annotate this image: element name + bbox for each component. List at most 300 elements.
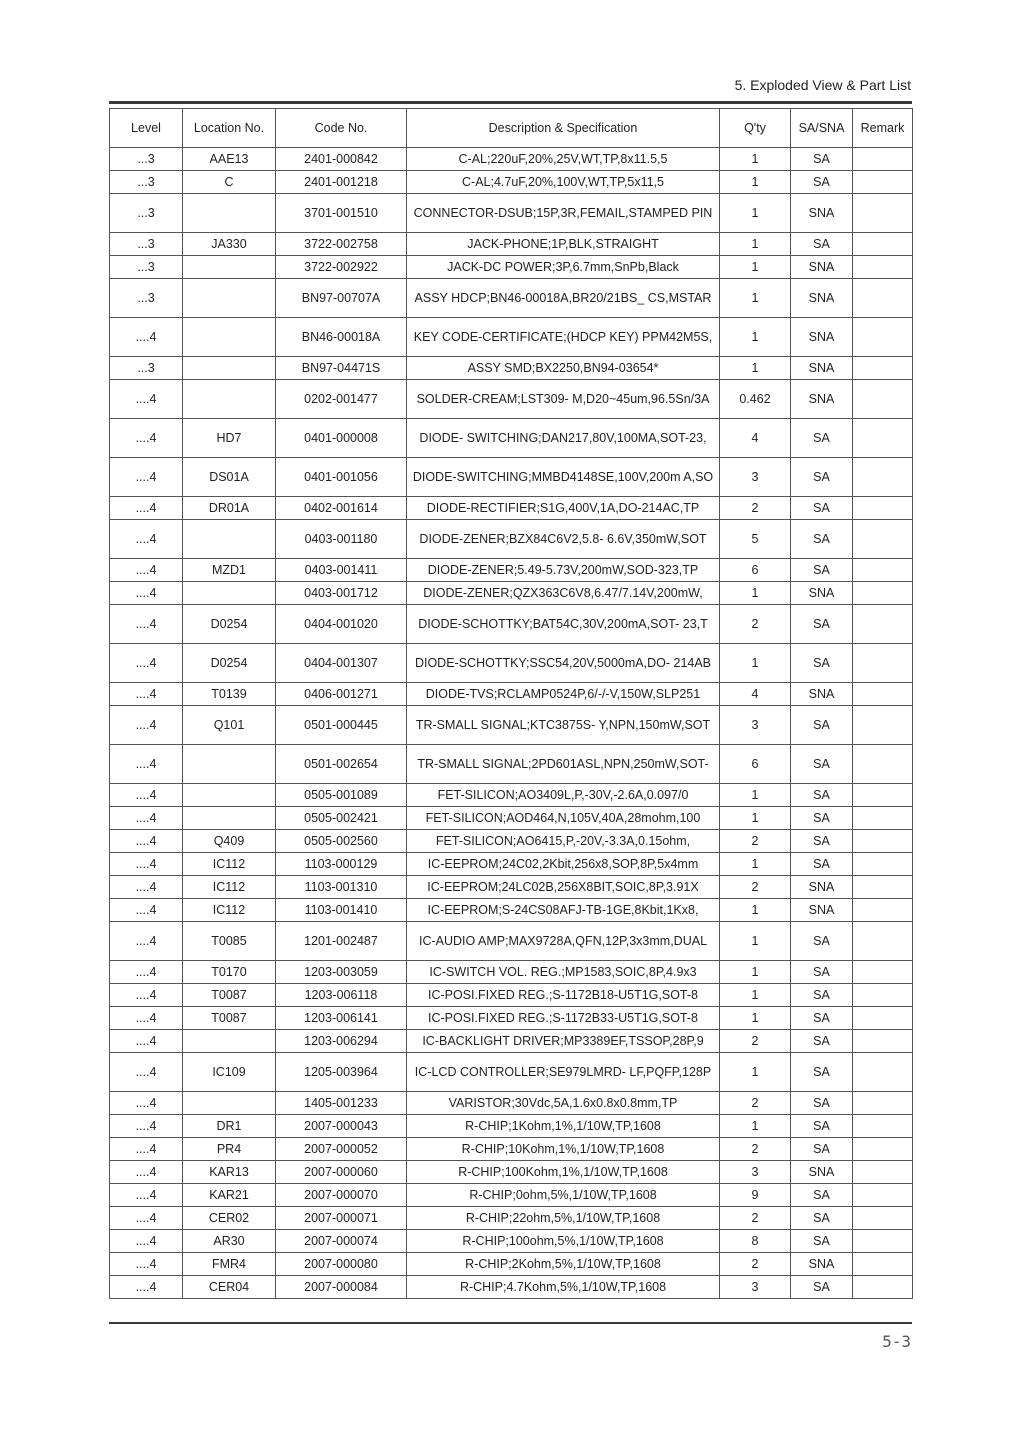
cell-qty: 2 bbox=[720, 605, 791, 644]
cell-code-no: 2007-000084 bbox=[276, 1276, 407, 1299]
cell-level: ....4 bbox=[110, 458, 183, 497]
cell-remark bbox=[853, 380, 913, 419]
cell-sa-sna: SNA bbox=[791, 876, 853, 899]
cell-description: SOLDER-CREAM;LST309- M,D20~45um,96.5Sn/3A bbox=[407, 380, 720, 419]
cell-code-no: 2401-000842 bbox=[276, 148, 407, 171]
cell-qty: 1 bbox=[720, 171, 791, 194]
cell-level: ....4 bbox=[110, 853, 183, 876]
cell-description: DIODE-TVS;RCLAMP0524P,6/-/-V,150W,SLP251 bbox=[407, 683, 720, 706]
cell-qty: 1 bbox=[720, 256, 791, 279]
table-row bbox=[110, 582, 913, 605]
cell-level: ....4 bbox=[110, 582, 183, 605]
cell-qty: 1 bbox=[720, 233, 791, 256]
cell-location-no: AR30 bbox=[183, 1230, 276, 1253]
cell-remark bbox=[853, 1253, 913, 1276]
cell-level: ....4 bbox=[110, 1184, 183, 1207]
cell-level: ....4 bbox=[110, 922, 183, 961]
cell-location-no bbox=[183, 357, 276, 380]
table-row bbox=[110, 279, 913, 318]
cell-remark bbox=[853, 497, 913, 520]
table-row bbox=[110, 1030, 913, 1053]
table-row bbox=[110, 1115, 913, 1138]
part-list-container bbox=[109, 108, 912, 1299]
cell-code-no: 1103-000129 bbox=[276, 853, 407, 876]
column-header-sa-sna: SA/SNA bbox=[791, 109, 853, 148]
cell-location-no: KAR13 bbox=[183, 1161, 276, 1184]
cell-level: ....4 bbox=[110, 807, 183, 830]
cell-sa-sna: SA bbox=[791, 1092, 853, 1115]
cell-location-no: T0170 bbox=[183, 961, 276, 984]
cell-qty: 8 bbox=[720, 1230, 791, 1253]
cell-code-no: BN97-04471S bbox=[276, 357, 407, 380]
cell-qty: 1 bbox=[720, 784, 791, 807]
table-row bbox=[110, 520, 913, 559]
cell-remark bbox=[853, 745, 913, 784]
table-row bbox=[110, 784, 913, 807]
cell-sa-sna: SNA bbox=[791, 256, 853, 279]
cell-location-no bbox=[183, 807, 276, 830]
cell-location-no bbox=[183, 256, 276, 279]
cell-description: IC-LCD CONTROLLER;SE979LMRD- LF,PQFP,128P bbox=[407, 1053, 720, 1092]
cell-location-no bbox=[183, 582, 276, 605]
cell-location-no: IC112 bbox=[183, 899, 276, 922]
cell-sa-sna: SNA bbox=[791, 357, 853, 380]
cell-description: KEY CODE-CERTIFICATE;(HDCP KEY) PPM42M5S, bbox=[407, 318, 720, 357]
cell-location-no: IC112 bbox=[183, 853, 276, 876]
table-row bbox=[110, 233, 913, 256]
cell-level: ....4 bbox=[110, 1092, 183, 1115]
cell-remark bbox=[853, 1184, 913, 1207]
column-header-qty: Q'ty bbox=[720, 109, 791, 148]
table-row bbox=[110, 1276, 913, 1299]
column-header-remark: Remark bbox=[853, 109, 913, 148]
cell-sa-sna: SA bbox=[791, 1230, 853, 1253]
cell-level: ....4 bbox=[110, 605, 183, 644]
cell-description: DIODE-RECTIFIER;S1G,400V,1A,DO-214AC,TP bbox=[407, 497, 720, 520]
cell-location-no: T0087 bbox=[183, 1007, 276, 1030]
bottom-divider bbox=[109, 1322, 912, 1324]
cell-code-no: 0406-001271 bbox=[276, 683, 407, 706]
cell-remark bbox=[853, 899, 913, 922]
table-row bbox=[110, 497, 913, 520]
cell-code-no: BN46-00018A bbox=[276, 318, 407, 357]
cell-remark bbox=[853, 318, 913, 357]
cell-location-no: HD7 bbox=[183, 419, 276, 458]
cell-sa-sna: SNA bbox=[791, 1161, 853, 1184]
cell-code-no: 0403-001411 bbox=[276, 559, 407, 582]
cell-level: ....4 bbox=[110, 1253, 183, 1276]
cell-location-no: CER04 bbox=[183, 1276, 276, 1299]
column-header-level: Level bbox=[110, 109, 183, 148]
cell-remark bbox=[853, 458, 913, 497]
table-row bbox=[110, 961, 913, 984]
table-row bbox=[110, 148, 913, 171]
cell-remark bbox=[853, 853, 913, 876]
cell-qty: 1 bbox=[720, 357, 791, 380]
cell-qty: 4 bbox=[720, 419, 791, 458]
cell-location-no: D0254 bbox=[183, 644, 276, 683]
cell-qty: 4 bbox=[720, 683, 791, 706]
cell-description: CONNECTOR-DSUB;15P,3R,FEMAIL,STAMPED PIN bbox=[407, 194, 720, 233]
cell-description: IC-POSI.FIXED REG.;S-1172B18-U5T1G,SOT-8 bbox=[407, 984, 720, 1007]
cell-remark bbox=[853, 683, 913, 706]
cell-qty: 1 bbox=[720, 922, 791, 961]
cell-remark bbox=[853, 1276, 913, 1299]
cell-qty: 1 bbox=[720, 644, 791, 683]
cell-level: ...3 bbox=[110, 148, 183, 171]
cell-remark bbox=[853, 1030, 913, 1053]
cell-remark bbox=[853, 559, 913, 582]
cell-code-no: 0501-000445 bbox=[276, 706, 407, 745]
table-header-row bbox=[110, 109, 913, 148]
cell-sa-sna: SNA bbox=[791, 380, 853, 419]
cell-sa-sna: SNA bbox=[791, 1253, 853, 1276]
cell-description: ASSY HDCP;BN46-00018A,BR20/21BS_ CS,MSTAR bbox=[407, 279, 720, 318]
cell-code-no: 2007-000070 bbox=[276, 1184, 407, 1207]
cell-description: DIODE- SWITCHING;DAN217,80V,100MA,SOT-23, bbox=[407, 419, 720, 458]
cell-sa-sna: SA bbox=[791, 1276, 853, 1299]
cell-description: IC-SWITCH VOL. REG.;MP1583,SOIC,8P,4.9x3 bbox=[407, 961, 720, 984]
cell-remark bbox=[853, 830, 913, 853]
cell-level: ....4 bbox=[110, 745, 183, 784]
cell-location-no: T0087 bbox=[183, 984, 276, 1007]
cell-sa-sna: SA bbox=[791, 1030, 853, 1053]
cell-code-no: 3701-001510 bbox=[276, 194, 407, 233]
cell-level: ...3 bbox=[110, 256, 183, 279]
cell-sa-sna: SNA bbox=[791, 279, 853, 318]
cell-remark bbox=[853, 784, 913, 807]
cell-location-no bbox=[183, 194, 276, 233]
cell-qty: 1 bbox=[720, 853, 791, 876]
cell-sa-sna: SA bbox=[791, 784, 853, 807]
table-row bbox=[110, 1092, 913, 1115]
cell-code-no: 0404-001307 bbox=[276, 644, 407, 683]
cell-remark bbox=[853, 1092, 913, 1115]
cell-sa-sna: SA bbox=[791, 830, 853, 853]
cell-sa-sna: SA bbox=[791, 1053, 853, 1092]
cell-location-no: DR01A bbox=[183, 497, 276, 520]
cell-location-no: FMR4 bbox=[183, 1253, 276, 1276]
cell-qty: 1 bbox=[720, 984, 791, 1007]
top-divider bbox=[109, 101, 912, 104]
cell-location-no: DR1 bbox=[183, 1115, 276, 1138]
cell-qty: 9 bbox=[720, 1184, 791, 1207]
cell-code-no: 0401-001056 bbox=[276, 458, 407, 497]
cell-description: FET-SILICON;AO3409L,P,-30V,-2.6A,0.097/0 bbox=[407, 784, 720, 807]
cell-level: ....4 bbox=[110, 706, 183, 745]
table-row bbox=[110, 745, 913, 784]
cell-qty: 2 bbox=[720, 1207, 791, 1230]
cell-remark bbox=[853, 605, 913, 644]
table-row bbox=[110, 830, 913, 853]
page-number: 5-3 bbox=[882, 1332, 911, 1351]
cell-level: ....4 bbox=[110, 1138, 183, 1161]
cell-qty: 1 bbox=[720, 582, 791, 605]
table-row bbox=[110, 1184, 913, 1207]
cell-description: R-CHIP;4.7Kohm,5%,1/10W,TP,1608 bbox=[407, 1276, 720, 1299]
cell-sa-sna: SA bbox=[791, 922, 853, 961]
cell-location-no: AAE13 bbox=[183, 148, 276, 171]
cell-location-no bbox=[183, 318, 276, 357]
cell-qty: 3 bbox=[720, 1161, 791, 1184]
cell-description: R-CHIP;0ohm,5%,1/10W,TP,1608 bbox=[407, 1184, 720, 1207]
cell-description: DIODE-SWITCHING;MMBD4148SE,100V,200m A,SO bbox=[407, 458, 720, 497]
cell-description: JACK-PHONE;1P,BLK,STRAIGHT bbox=[407, 233, 720, 256]
cell-sa-sna: SA bbox=[791, 233, 853, 256]
cell-remark bbox=[853, 582, 913, 605]
cell-level: ....4 bbox=[110, 961, 183, 984]
cell-level: ....4 bbox=[110, 1276, 183, 1299]
cell-description: DIODE-SCHOTTKY;BAT54C,30V,200mA,SOT- 23,T bbox=[407, 605, 720, 644]
cell-level: ....4 bbox=[110, 1030, 183, 1053]
cell-level: ...3 bbox=[110, 171, 183, 194]
cell-remark bbox=[853, 233, 913, 256]
cell-code-no: 1103-001410 bbox=[276, 899, 407, 922]
cell-location-no: T0139 bbox=[183, 683, 276, 706]
cell-level: ....4 bbox=[110, 830, 183, 853]
cell-location-no: T0085 bbox=[183, 922, 276, 961]
cell-remark bbox=[853, 256, 913, 279]
cell-code-no: 1103-001310 bbox=[276, 876, 407, 899]
table-row bbox=[110, 706, 913, 745]
cell-location-no: Q409 bbox=[183, 830, 276, 853]
cell-sa-sna: SA bbox=[791, 706, 853, 745]
cell-qty: 1 bbox=[720, 1053, 791, 1092]
cell-location-no bbox=[183, 520, 276, 559]
cell-description: VARISTOR;30Vdc,5A,1.6x0.8x0.8mm,TP bbox=[407, 1092, 720, 1115]
cell-location-no: JA330 bbox=[183, 233, 276, 256]
cell-remark bbox=[853, 1138, 913, 1161]
cell-code-no: 0403-001180 bbox=[276, 520, 407, 559]
cell-code-no: 1205-003964 bbox=[276, 1053, 407, 1092]
table-row bbox=[110, 899, 913, 922]
table-row bbox=[110, 876, 913, 899]
cell-remark bbox=[853, 1230, 913, 1253]
cell-code-no: 1203-006294 bbox=[276, 1030, 407, 1053]
cell-remark bbox=[853, 1053, 913, 1092]
cell-code-no: 3722-002922 bbox=[276, 256, 407, 279]
table-row bbox=[110, 1253, 913, 1276]
cell-description: R-CHIP;2Kohm,5%,1/10W,TP,1608 bbox=[407, 1253, 720, 1276]
cell-description: IC-EEPROM;24LC02B,256X8BIT,SOIC,8P,3.91X bbox=[407, 876, 720, 899]
cell-code-no: 0403-001712 bbox=[276, 582, 407, 605]
table-row bbox=[110, 807, 913, 830]
cell-sa-sna: SNA bbox=[791, 683, 853, 706]
cell-qty: 1 bbox=[720, 318, 791, 357]
table-row bbox=[110, 984, 913, 1007]
cell-qty: 2 bbox=[720, 1030, 791, 1053]
cell-location-no: KAR21 bbox=[183, 1184, 276, 1207]
cell-level: ....4 bbox=[110, 520, 183, 559]
cell-sa-sna: SA bbox=[791, 148, 853, 171]
table-row bbox=[110, 1207, 913, 1230]
cell-remark bbox=[853, 171, 913, 194]
cell-code-no: 1203-006141 bbox=[276, 1007, 407, 1030]
table-row bbox=[110, 1230, 913, 1253]
cell-description: R-CHIP;1Kohm,1%,1/10W,TP,1608 bbox=[407, 1115, 720, 1138]
cell-qty: 2 bbox=[720, 1092, 791, 1115]
cell-description: IC-EEPROM;24C02,2Kbit,256x8,SOP,8P,5x4mm bbox=[407, 853, 720, 876]
cell-description: DIODE-ZENER;5.49-5.73V,200mW,SOD-323,TP bbox=[407, 559, 720, 582]
column-header-location-no: Location No. bbox=[183, 109, 276, 148]
cell-description: IC-POSI.FIXED REG.;S-1172B33-U5T1G,SOT-8 bbox=[407, 1007, 720, 1030]
cell-remark bbox=[853, 148, 913, 171]
cell-qty: 3 bbox=[720, 458, 791, 497]
table-body bbox=[110, 148, 913, 1299]
table-row bbox=[110, 922, 913, 961]
cell-description: JACK-DC POWER;3P,6.7mm,SnPb,Black bbox=[407, 256, 720, 279]
table-row bbox=[110, 559, 913, 582]
cell-description: R-CHIP;10Kohm,1%,1/10W,TP,1608 bbox=[407, 1138, 720, 1161]
cell-qty: 1 bbox=[720, 1007, 791, 1030]
cell-code-no: 0404-001020 bbox=[276, 605, 407, 644]
cell-level: ....4 bbox=[110, 318, 183, 357]
cell-description: C-AL;220uF,20%,25V,WT,TP,8x11.5,5 bbox=[407, 148, 720, 171]
table-row bbox=[110, 318, 913, 357]
cell-description: R-CHIP;22ohm,5%,1/10W,TP,1608 bbox=[407, 1207, 720, 1230]
cell-description: DIODE-ZENER;QZX363C6V8,6.47/7.14V,200mW, bbox=[407, 582, 720, 605]
cell-level: ....4 bbox=[110, 899, 183, 922]
cell-code-no: 1201-002487 bbox=[276, 922, 407, 961]
cell-remark bbox=[853, 1161, 913, 1184]
cell-remark bbox=[853, 984, 913, 1007]
cell-location-no bbox=[183, 745, 276, 784]
table-row bbox=[110, 1138, 913, 1161]
cell-location-no: IC112 bbox=[183, 876, 276, 899]
table-row bbox=[110, 1053, 913, 1092]
cell-sa-sna: SA bbox=[791, 644, 853, 683]
cell-sa-sna: SA bbox=[791, 1138, 853, 1161]
cell-level: ....4 bbox=[110, 380, 183, 419]
cell-location-no bbox=[183, 784, 276, 807]
column-header-code-no: Code No. bbox=[276, 109, 407, 148]
cell-sa-sna: SA bbox=[791, 961, 853, 984]
cell-level: ....4 bbox=[110, 984, 183, 1007]
cell-location-no: CER02 bbox=[183, 1207, 276, 1230]
cell-code-no: 0402-001614 bbox=[276, 497, 407, 520]
table-row bbox=[110, 853, 913, 876]
cell-qty: 1 bbox=[720, 279, 791, 318]
cell-location-no: C bbox=[183, 171, 276, 194]
cell-remark bbox=[853, 419, 913, 458]
cell-sa-sna: SA bbox=[791, 171, 853, 194]
cell-qty: 1 bbox=[720, 194, 791, 233]
table-row bbox=[110, 357, 913, 380]
cell-description: FET-SILICON;AOD464,N,105V,40A,28mohm,100 bbox=[407, 807, 720, 830]
cell-location-no bbox=[183, 380, 276, 419]
cell-description: IC-AUDIO AMP;MAX9728A,QFN,12P,3x3mm,DUAL bbox=[407, 922, 720, 961]
cell-sa-sna: SA bbox=[791, 1007, 853, 1030]
cell-qty: 5 bbox=[720, 520, 791, 559]
cell-qty: 1 bbox=[720, 807, 791, 830]
cell-location-no: D0254 bbox=[183, 605, 276, 644]
table-row bbox=[110, 171, 913, 194]
cell-qty: 2 bbox=[720, 830, 791, 853]
cell-remark bbox=[853, 922, 913, 961]
cell-qty: 2 bbox=[720, 876, 791, 899]
cell-remark bbox=[853, 644, 913, 683]
cell-level: ....4 bbox=[110, 644, 183, 683]
cell-qty: 1 bbox=[720, 961, 791, 984]
cell-description: TR-SMALL SIGNAL;2PD601ASL,NPN,250mW,SOT- bbox=[407, 745, 720, 784]
table-row bbox=[110, 683, 913, 706]
cell-level: ....4 bbox=[110, 559, 183, 582]
cell-level: ....4 bbox=[110, 1007, 183, 1030]
cell-sa-sna: SNA bbox=[791, 899, 853, 922]
cell-location-no bbox=[183, 279, 276, 318]
cell-location-no: Q101 bbox=[183, 706, 276, 745]
cell-qty: 6 bbox=[720, 745, 791, 784]
cell-qty: 1 bbox=[720, 148, 791, 171]
cell-remark bbox=[853, 807, 913, 830]
cell-sa-sna: SA bbox=[791, 745, 853, 784]
column-header-description: Description & Specification bbox=[407, 109, 720, 148]
cell-code-no: 0401-000008 bbox=[276, 419, 407, 458]
cell-remark bbox=[853, 357, 913, 380]
cell-sa-sna: SA bbox=[791, 497, 853, 520]
table-row bbox=[110, 458, 913, 497]
cell-location-no bbox=[183, 1092, 276, 1115]
cell-sa-sna: SA bbox=[791, 1184, 853, 1207]
cell-level: ....4 bbox=[110, 683, 183, 706]
cell-code-no: 2007-000060 bbox=[276, 1161, 407, 1184]
cell-code-no: 2007-000052 bbox=[276, 1138, 407, 1161]
cell-description: IC-BACKLIGHT DRIVER;MP3389EF,TSSOP,28P,9 bbox=[407, 1030, 720, 1053]
cell-location-no: MZD1 bbox=[183, 559, 276, 582]
cell-code-no: 0501-002654 bbox=[276, 745, 407, 784]
cell-level: ....4 bbox=[110, 419, 183, 458]
cell-qty: 1 bbox=[720, 899, 791, 922]
cell-qty: 2 bbox=[720, 497, 791, 520]
cell-sa-sna: SA bbox=[791, 984, 853, 1007]
cell-remark bbox=[853, 961, 913, 984]
cell-sa-sna: SA bbox=[791, 605, 853, 644]
cell-remark bbox=[853, 1207, 913, 1230]
cell-level: ....4 bbox=[110, 1207, 183, 1230]
cell-code-no: 2007-000074 bbox=[276, 1230, 407, 1253]
table-row bbox=[110, 1007, 913, 1030]
table-row bbox=[110, 1161, 913, 1184]
cell-description: IC-EEPROM;S-24CS08AFJ-TB-1GE,8Kbit,1Kx8, bbox=[407, 899, 720, 922]
cell-description: TR-SMALL SIGNAL;KTC3875S- Y,NPN,150mW,SOT bbox=[407, 706, 720, 745]
cell-qty: 6 bbox=[720, 559, 791, 582]
cell-level: ....4 bbox=[110, 876, 183, 899]
cell-code-no: 0505-001089 bbox=[276, 784, 407, 807]
cell-level: ...3 bbox=[110, 357, 183, 380]
cell-remark bbox=[853, 1007, 913, 1030]
cell-description: DIODE-ZENER;BZX84C6V2,5.8- 6.6V,350mW,SOT bbox=[407, 520, 720, 559]
cell-description: R-CHIP;100Kohm,1%,1/10W,TP,1608 bbox=[407, 1161, 720, 1184]
cell-qty: 3 bbox=[720, 1276, 791, 1299]
cell-code-no: 1203-003059 bbox=[276, 961, 407, 984]
cell-level: ....4 bbox=[110, 1115, 183, 1138]
table-row bbox=[110, 256, 913, 279]
part-list-table bbox=[109, 108, 913, 1299]
cell-code-no: 1203-006118 bbox=[276, 984, 407, 1007]
table-row bbox=[110, 380, 913, 419]
cell-code-no: 3722-002758 bbox=[276, 233, 407, 256]
cell-sa-sna: SA bbox=[791, 520, 853, 559]
cell-description: FET-SILICON;AO6415,P,-20V,-3.3A,0.15ohm, bbox=[407, 830, 720, 853]
cell-code-no: 1405-001233 bbox=[276, 1092, 407, 1115]
section-title: 5. Exploded View & Part List bbox=[734, 77, 911, 93]
cell-code-no: 2401-001218 bbox=[276, 171, 407, 194]
table-row bbox=[110, 605, 913, 644]
cell-code-no: 2007-000043 bbox=[276, 1115, 407, 1138]
cell-remark bbox=[853, 520, 913, 559]
cell-location-no: DS01A bbox=[183, 458, 276, 497]
cell-remark bbox=[853, 1115, 913, 1138]
